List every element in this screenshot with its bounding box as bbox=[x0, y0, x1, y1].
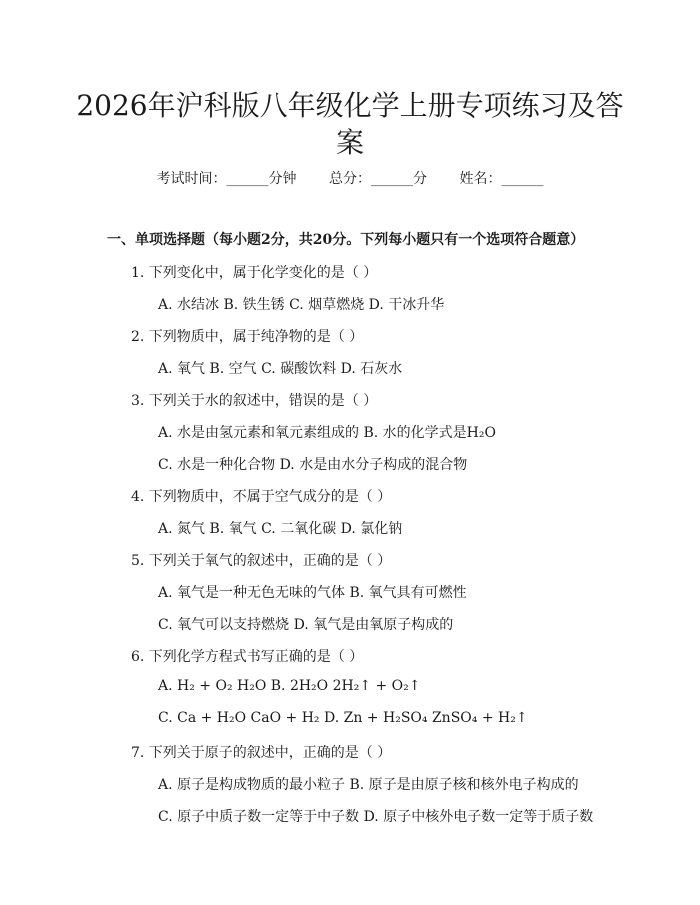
question-options: C. 水是一种化合物 D. 水是由水分子构成的混合物 bbox=[158, 457, 468, 473]
question-options: C. 氧气可以支持燃烧 D. 氧气是由氧原子构成的 bbox=[158, 617, 454, 633]
question-stem: 5. 下列关于氧气的叙述中，正确的是（ ） bbox=[131, 553, 392, 569]
question-options: A. 水结冰 B. 铁生锈 C. 烟草燃烧 D. 干冰升华 bbox=[158, 297, 445, 313]
exam-time: 考试时间：______分钟 bbox=[156, 171, 297, 187]
total-score: 总分：______分 bbox=[329, 171, 427, 187]
question-options: A. 原子是构成物质的最小粒子 B. 原子是由原子核和核外电子构成的 bbox=[158, 777, 579, 793]
question-options: A. H₂ + O₂ H₂O B. 2H₂O 2H₂↑ + O₂↑ bbox=[158, 678, 421, 694]
question-options: A. 氮气 B. 氧气 C. 二氧化碳 D. 氯化钠 bbox=[158, 521, 403, 537]
question-options: A. 氧气 B. 空气 C. 碳酸饮料 D. 石灰水 bbox=[158, 361, 403, 377]
question-options: C. Ca + H₂O CaO + H₂ D. Zn + H₂SO₄ ZnSO₄ + H₂↑ bbox=[158, 710, 528, 726]
student-name: 姓名：______ bbox=[459, 171, 544, 187]
section-heading: 一、单项选择题（每小题2分，共20分。下列每小题只有一个选项符合题意） bbox=[107, 232, 585, 248]
question-stem: 4. 下列物质中，不属于空气成分的是（ ） bbox=[131, 489, 392, 505]
question-options: A. 氧气是一种无色无味的气体 B. 氧气具有可燃性 bbox=[158, 585, 467, 601]
page-title-line-1: 2026年沪科版八年级化学上册专项练习及答 bbox=[76, 89, 624, 122]
page-title-line-2: 案 bbox=[335, 126, 364, 159]
question-stem: 1. 下列变化中，属于化学变化的是（ ） bbox=[131, 265, 378, 281]
question-stem: 2. 下列物质中，属于纯净物的是（ ） bbox=[131, 329, 364, 345]
question-stem: 7. 下列关于原子的叙述中，正确的是（ ） bbox=[131, 745, 392, 761]
question-stem: 6. 下列化学方程式书写正确的是（ ） bbox=[131, 649, 364, 665]
question-stem: 3. 下列关于水的叙述中，错误的是（ ） bbox=[131, 393, 378, 409]
question-options: A. 水是由氢元素和氧元素组成的 B. 水的化学式是H₂O bbox=[158, 425, 496, 441]
question-options: C. 原子中质子数一定等于中子数 D. 原子中核外电子数一定等于质子数 bbox=[158, 809, 594, 825]
exam-meta bbox=[0, 168, 700, 188]
